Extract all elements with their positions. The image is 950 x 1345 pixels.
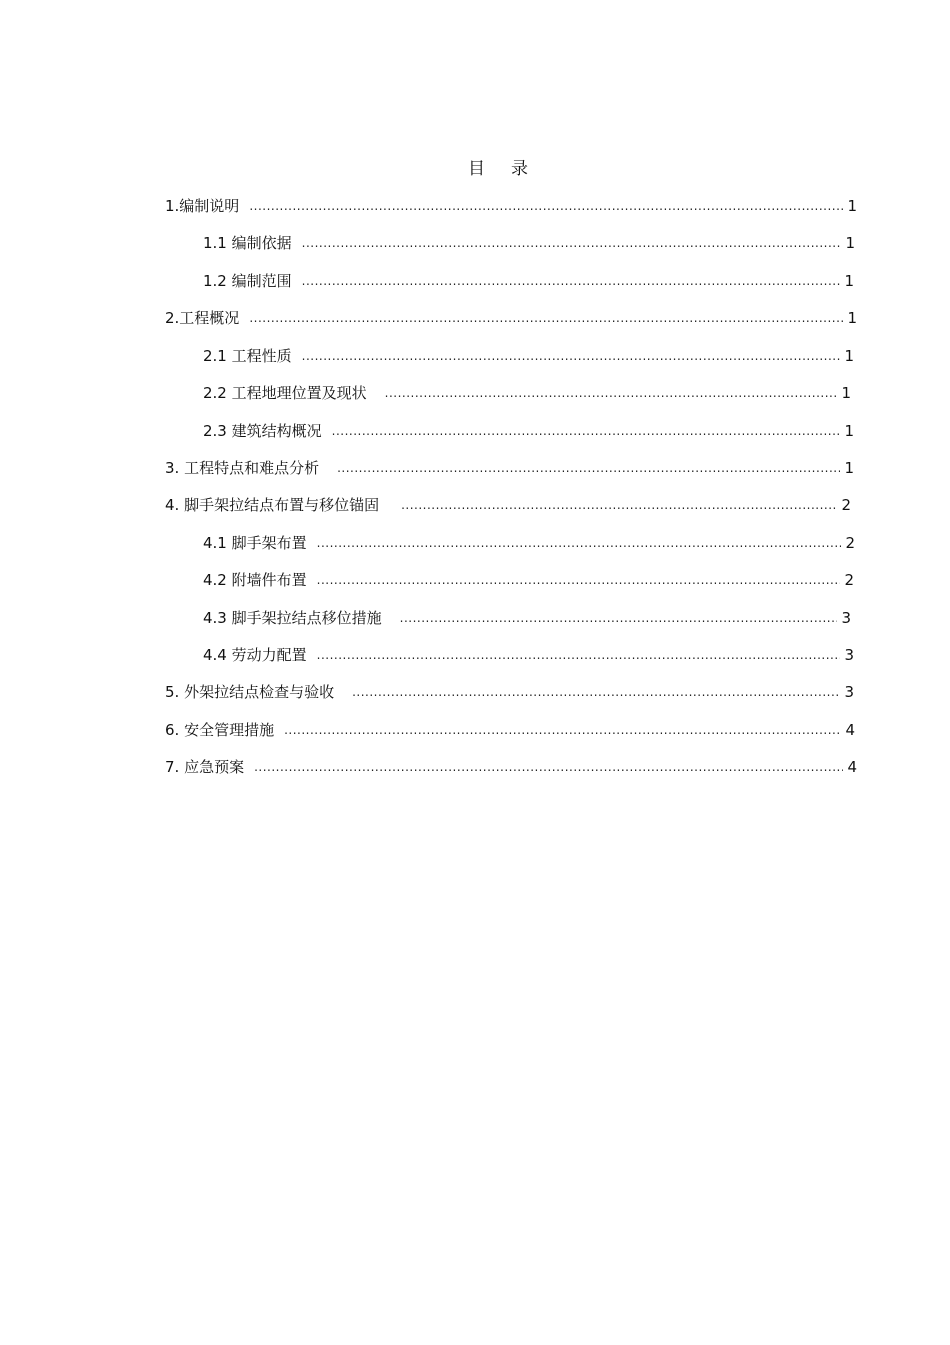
toc-leader-dots: [302, 233, 842, 253]
toc-entry-label: 1.2 编制范围: [203, 272, 292, 290]
toc-leader-dots: [332, 421, 841, 441]
toc-leader-dots: [254, 757, 843, 777]
toc-entry[interactable]: [165, 716, 855, 740]
toc-leader-dots: [249, 308, 843, 328]
toc-entry-label: 2.3 建筑结构概况: [203, 422, 322, 440]
toc-leader-dots: [284, 720, 841, 740]
toc-entry[interactable]: [165, 192, 857, 216]
toc-entry-label: 4.3 脚手架拉结点移位措施: [203, 609, 382, 627]
toc-entry[interactable]: [203, 267, 854, 291]
toc-entry[interactable]: [165, 753, 857, 777]
toc-entry-page: 1: [847, 309, 857, 327]
toc-entry-label: 2.2 工程地理位置及现状: [203, 384, 367, 402]
toc-entry[interactable]: [203, 229, 855, 253]
toc-leader-dots: [337, 458, 840, 478]
toc-entry[interactable]: [165, 304, 857, 328]
toc-entry[interactable]: [165, 491, 851, 515]
toc-title-left: 目: [468, 159, 485, 179]
toc-leader-dots: [317, 570, 841, 590]
toc-leader-dots: [302, 271, 841, 291]
toc-entry[interactable]: [165, 454, 854, 478]
toc-entry-page: 1: [841, 384, 851, 402]
toc-entry-label: 4.2 附墙件布置: [203, 571, 307, 589]
toc-entry-page: 1: [844, 459, 854, 477]
toc-entry-label: 4.1 脚手架布置: [203, 534, 307, 552]
toc-title: [0, 154, 950, 179]
toc-entry-page: 2: [844, 571, 854, 589]
toc-entry-label: 4.4 劳动力配置: [203, 646, 307, 664]
toc-entry-page: 3: [844, 646, 854, 664]
toc-entry-label: 1.1 编制依据: [203, 234, 292, 252]
toc-entry[interactable]: [203, 641, 854, 665]
toc-entry-page: 2: [841, 496, 851, 514]
toc-entry[interactable]: [165, 678, 854, 702]
toc-entry-label: 4. 脚手架拉结点布置与移位锚固: [165, 496, 380, 514]
toc-entry-label: 6. 安全管理措施: [165, 721, 275, 739]
toc-entry-label: 2.1 工程性质: [203, 347, 292, 365]
toc-entry-page: 1: [847, 197, 857, 215]
toc-entry[interactable]: [203, 342, 854, 366]
toc-entry-page: 1: [845, 234, 855, 252]
toc-entry-label: 3. 工程特点和难点分析: [165, 459, 320, 477]
toc-entry[interactable]: [203, 379, 851, 403]
toc-entry-page: 4: [847, 758, 857, 776]
toc-leader-dots: [317, 645, 841, 665]
toc-entry-page: 1: [844, 347, 854, 365]
toc-leader-dots: [352, 682, 840, 702]
toc-entry[interactable]: [203, 417, 854, 441]
toc-entry-label: 2.工程概况: [165, 309, 240, 327]
toc-entry-page: 1: [844, 272, 854, 290]
toc-leader-dots: [302, 346, 841, 366]
toc-entry[interactable]: [203, 604, 851, 628]
toc-entry-page: 3: [841, 609, 851, 627]
toc-leader-dots: [317, 533, 842, 553]
toc-entry-page: 2: [845, 534, 855, 552]
toc-entry-label: 1.编制说明: [165, 197, 240, 215]
toc-entry-label: 5. 外架拉结点检查与验收: [165, 683, 335, 701]
toc-entry-page: 4: [845, 721, 855, 739]
toc-entry-label: 7. 应急预案: [165, 758, 245, 776]
toc-leader-dots: [249, 196, 843, 216]
toc-entry[interactable]: [203, 566, 854, 590]
toc-leader-dots: [401, 495, 837, 515]
toc-entry[interactable]: [203, 529, 855, 553]
toc-entry-page: 1: [844, 422, 854, 440]
toc-leader-dots: [385, 383, 838, 403]
toc-entry-page: 3: [844, 683, 854, 701]
toc-leader-dots: [400, 608, 838, 628]
toc-title-right: 录: [511, 159, 528, 179]
